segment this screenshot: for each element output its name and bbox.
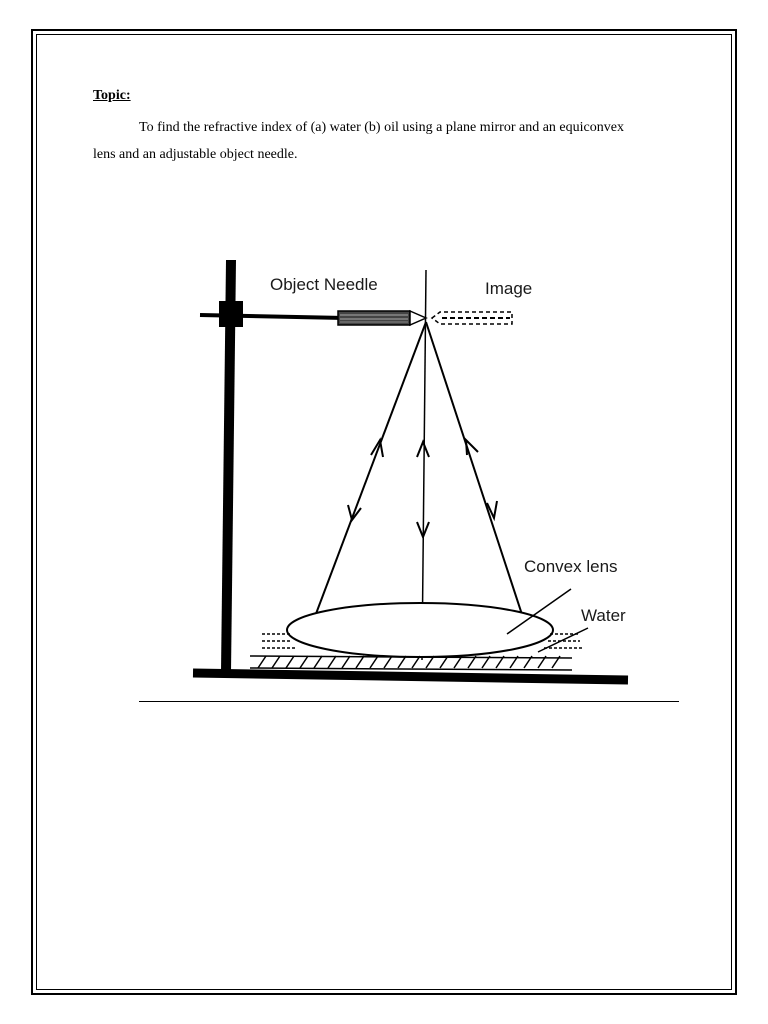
label-water: Water <box>581 606 626 625</box>
stand-base <box>193 673 628 680</box>
topic-heading: Topic: <box>93 88 131 103</box>
ray-left <box>308 322 426 635</box>
diagram-underline <box>139 701 679 702</box>
label-object-needle: Object Needle <box>270 275 378 294</box>
label-image: Image <box>485 279 533 298</box>
ray-arrows <box>348 440 497 537</box>
plane-mirror <box>250 656 572 670</box>
object-needle <box>338 311 426 325</box>
needle-image <box>432 312 512 324</box>
ray-right <box>426 322 532 645</box>
topic-description: To find the refractive index of (a) water (b) oil using a plane mirror and an equiconvex lens and an adjustable object needle. <box>93 120 624 162</box>
label-convex-lens: Convex lens <box>524 557 618 576</box>
